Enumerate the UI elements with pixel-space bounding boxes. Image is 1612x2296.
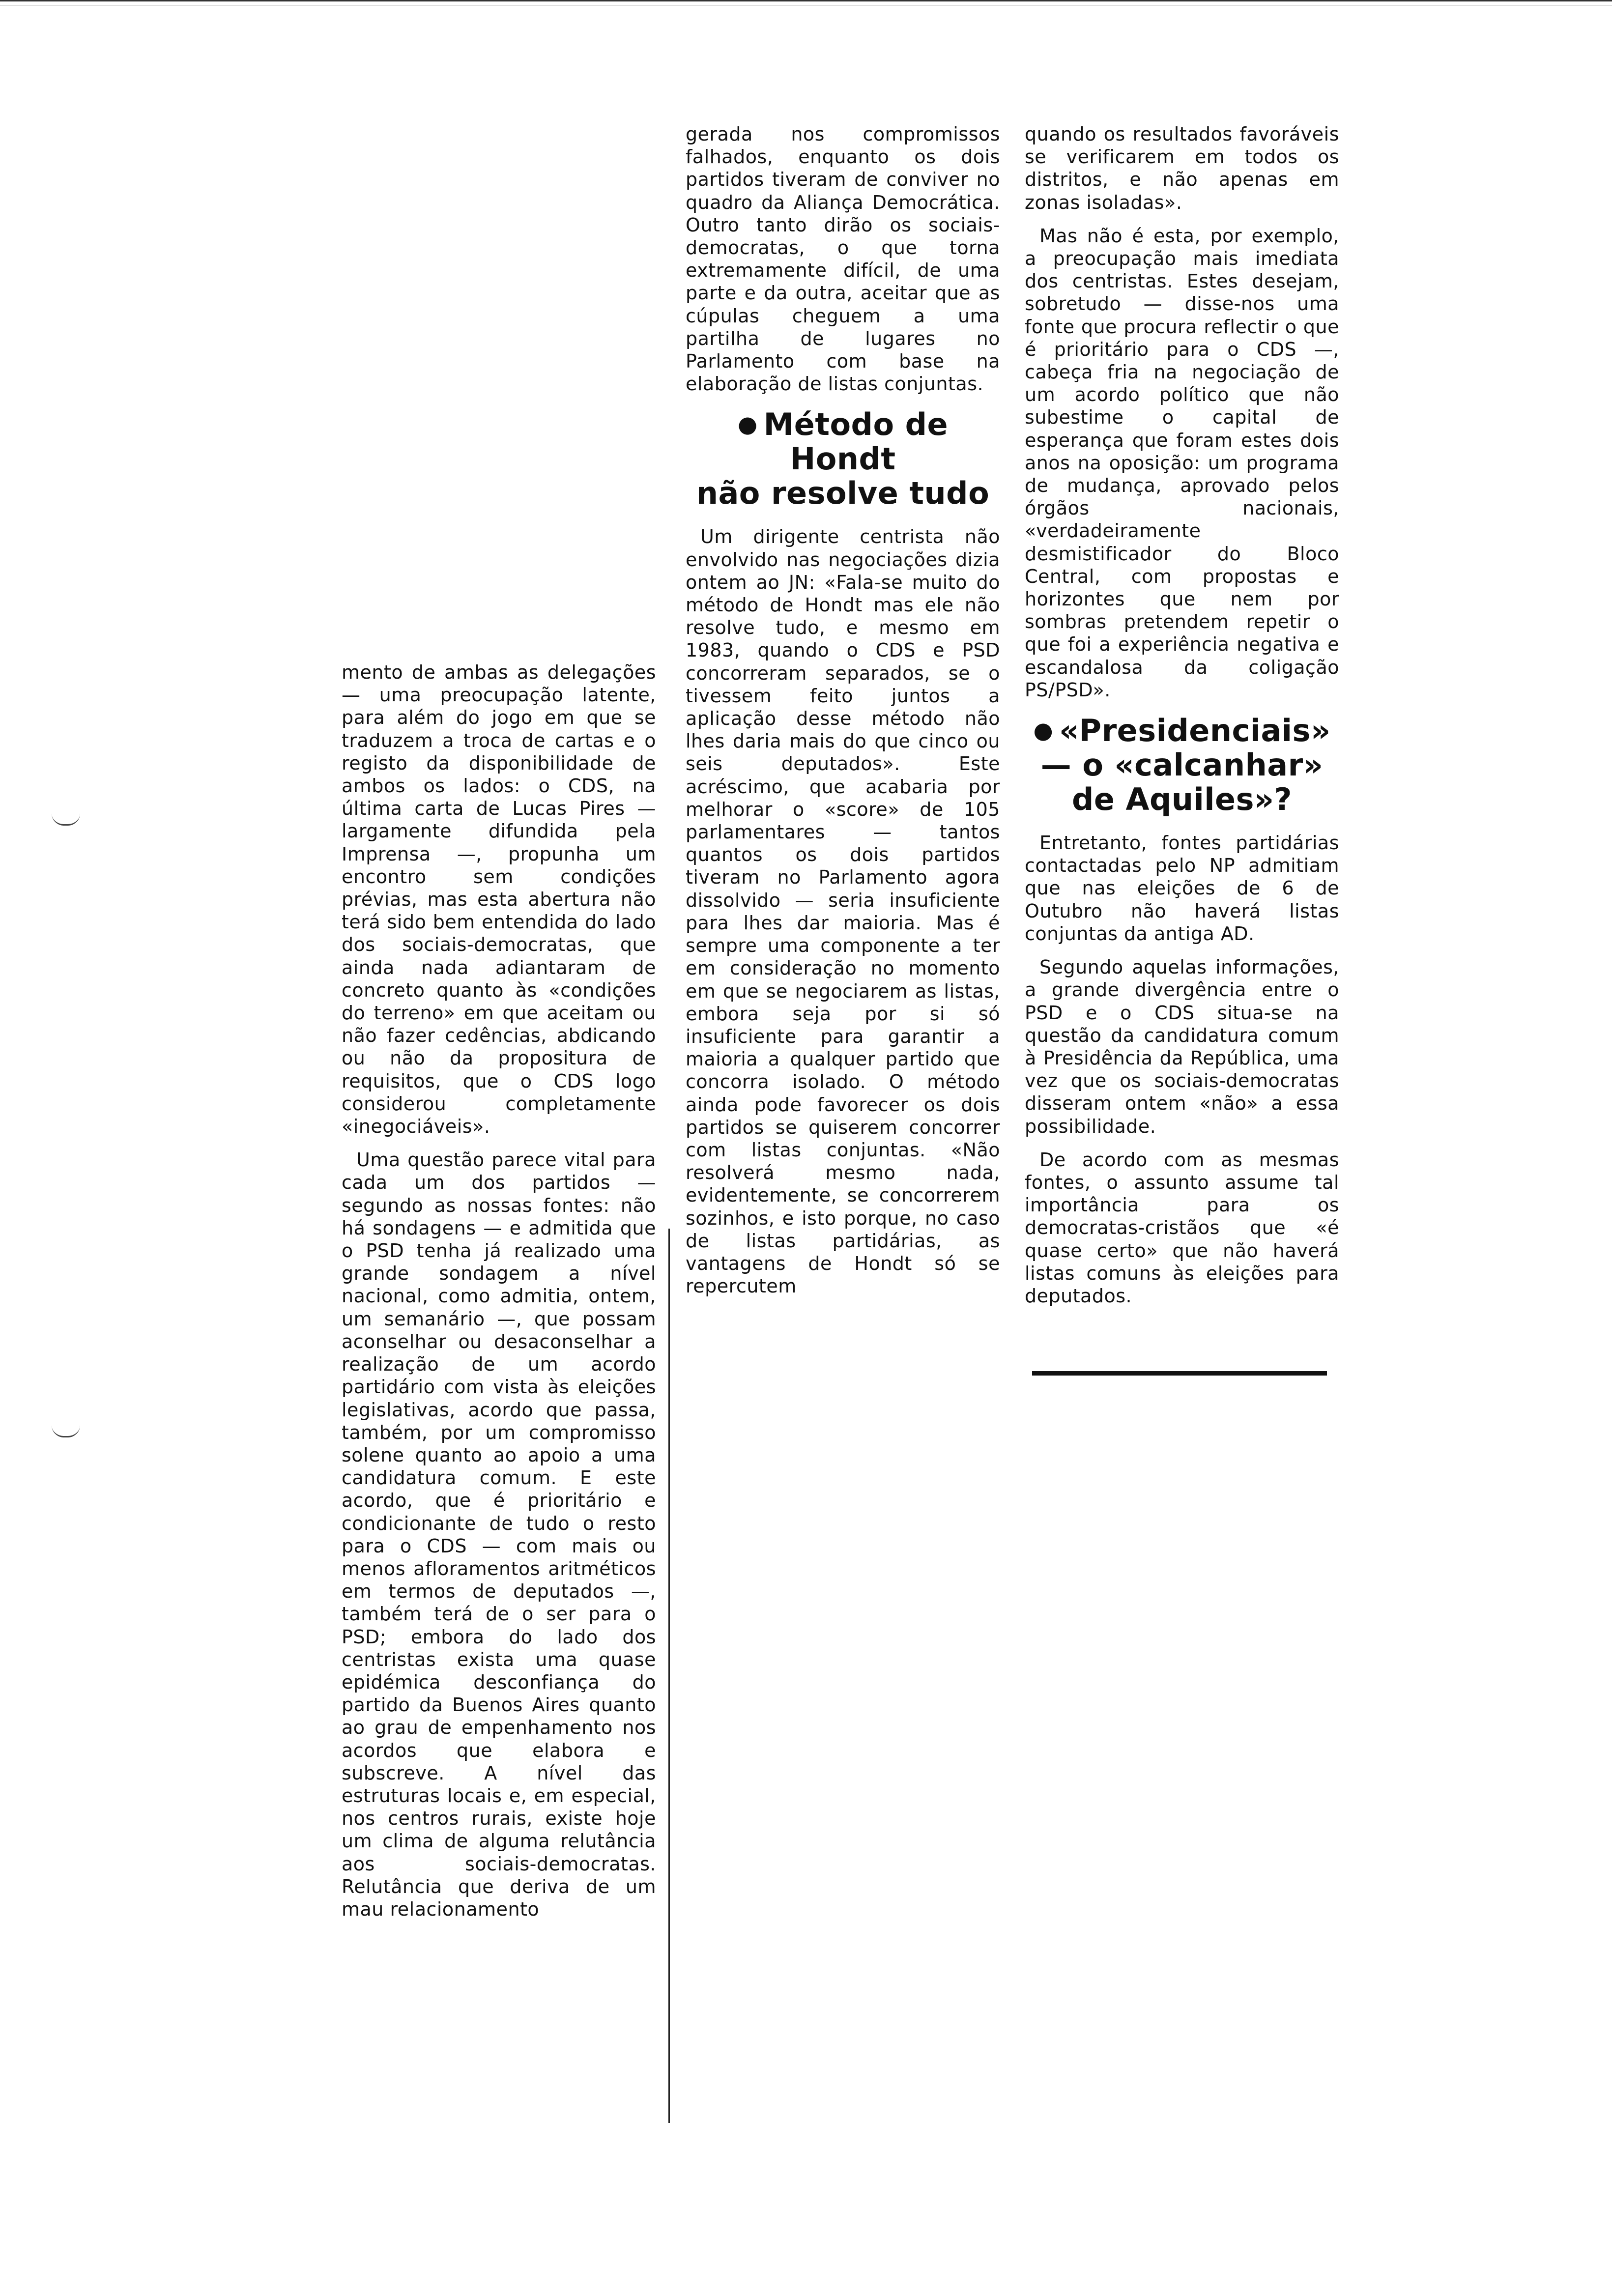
- margin-mark: [52, 813, 80, 826]
- paragraph: Um dirigente centrista não envolvido nas negociações dizia ontem ao JN: «Fala-se muito do método de Hondt mas ele não resolve tudo, e mesmo em 1983, quando o CDS e PSD concorreram separados, se o tivessem feito juntos a aplicação desse método não lhes daria mais do que cinco ou seis deputados». Este acréscimo, que acabaria por melhorar o «score» de 105 parlamentares — tantos quantos os dois partidos tiveram no Parlamento agora dissolvido — seria insuficiente para lhes dar maioria. Mas é sempre uma componente a ter em consideração no momento em que se negociarem as listas, embora seja por si só insuficiente para garantir a maioria a qualquer partido que concorra isolado. O método ainda pode favorecer os dois partidos se quiserem concorrer com listas conjuntas. «Não resolverá mesmo nada, evidentemente, se concorrerem sozinhos, e isto porque, no caso de listas partidárias, as vantagens de Hondt só se repercutem: [686, 526, 1000, 1297]
- section-heading-presidenciais: [1025, 713, 1339, 817]
- scan-top-edge: [0, 0, 1612, 1]
- heading-line: «Presidenciais»: [1059, 713, 1331, 749]
- paragraph: gerada nos compromissos falhados, enquanto os dois partidos tiveram de conviver no quadro da Aliança Democrática. Outro tanto dirão os sociais-democratas, o que torna extremamente difícil, de uma parte e da outra, aceitar que as cúpulas cheguem a uma partilha de lugares no Parlamento com base na elaboração de listas conjuntas.: [686, 123, 1000, 395]
- bullet-icon: ●: [737, 411, 758, 438]
- column-rule: [668, 1229, 670, 2123]
- paragraph: Entretanto, fontes partidárias contactadas pelo NP admitiam que nas eleições de 6 de Outubro não haverá listas conjuntas da antiga AD.: [1025, 832, 1339, 945]
- article-column-2: [686, 123, 1000, 1308]
- paragraph: Uma questão parece vital para cada um dos partidos — segundo as nossas fontes: não há sondagens — e admitida que o PSD tenha já realizado uma grande sondagem a nível nacional, como admitia, ontem, um semanário —, que possam aconselhar ou desaconselhar a realização de um acordo partidário com vista às eleições legislativas, acordo que passa, também, por um compromisso solene quanto ao apoio a uma candidatura comum. E este acordo, que é prioritário e condicionante de tudo o resto para o CDS — com mais ou menos afloramentos aritméticos em termos de deputados —, também terá de o ser para o PSD; embora do lado dos centristas exista uma quase epidémica desconfiança do partido da Buenos Aires quanto ao grau de empenhamento nos acordos que elabora e subscreve. A nível das estruturas locais e, em especial, nos centros rurais, existe hoje um clima de alguma relutância aos sociais-democratas. Relutância que deriva de um mau relacionamento: [342, 1149, 656, 1920]
- bullet-icon: ●: [1033, 717, 1054, 744]
- paragraph: mento de ambas as delegações — uma preocupação latente, para além do jogo em que se traduzem a troca de cartas e o registo da disponibilidade de ambos os lados: o CDS, na última carta de Lucas Pires — largamente difundida pela Imprensa —, propunha um encontro sem condições prévias, mas esta abertura não terá sido bem entendida do lado dos sociais-democratas, que ainda nada adiantaram de concreto quanto às «condições do terreno» em que aceitam ou não fazer cedências, abdicando ou não da propositura de requisitos, que o CDS logo considerou completamente «inegociáveis».: [342, 661, 656, 1138]
- paragraph: Mas não é esta, por exemplo, a preocupação mais imediata dos centristas. Estes desejam, sobretudo — disse-nos uma fonte que procura reflectir o que é prioritário para o CDS —, cabeça fria na negociação de um acordo político que não subestime o capital de esperança que foram estes dois anos na oposição: um programa de mudança, aprovado pelos órgãos nacionais, «verdadeiramente desmistificador do Bloco Central, com propostas e horizontes que nem por sombras pretendem repetir o que foi a experiência negativa e escandalosa da coligação PS/PSD».: [1025, 225, 1339, 701]
- section-heading-hondt: [686, 407, 1000, 511]
- paragraph: quando os resultados favoráveis se verificarem em todos os distritos, e não apenas em zonas isoladas».: [1025, 123, 1339, 213]
- heading-line: — o «calcanhar»: [1040, 747, 1324, 783]
- margin-mark: [52, 1425, 80, 1437]
- heading-line: Método de Hondt: [763, 406, 949, 477]
- article-column-3: [1025, 123, 1339, 1318]
- paragraph: De acordo com as mesmas fontes, o assunto assume tal importância para os democratas-cristãos que «é quase certo» que não haverá listas comuns às eleições para deputados.: [1025, 1148, 1339, 1307]
- paragraph: Segundo aquelas informações, a grande divergência entre o PSD e o CDS situa-se na questão da candidatura comum à Presidência da República, uma vez que os sociais-democratas disseram ontem «não» a essa possibilidade.: [1025, 956, 1339, 1137]
- heading-line: não resolve tudo: [696, 475, 990, 512]
- article-column-1: [342, 661, 656, 1931]
- heading-line: de Aquiles»?: [1072, 781, 1292, 818]
- article-end-rule: [1032, 1371, 1327, 1376]
